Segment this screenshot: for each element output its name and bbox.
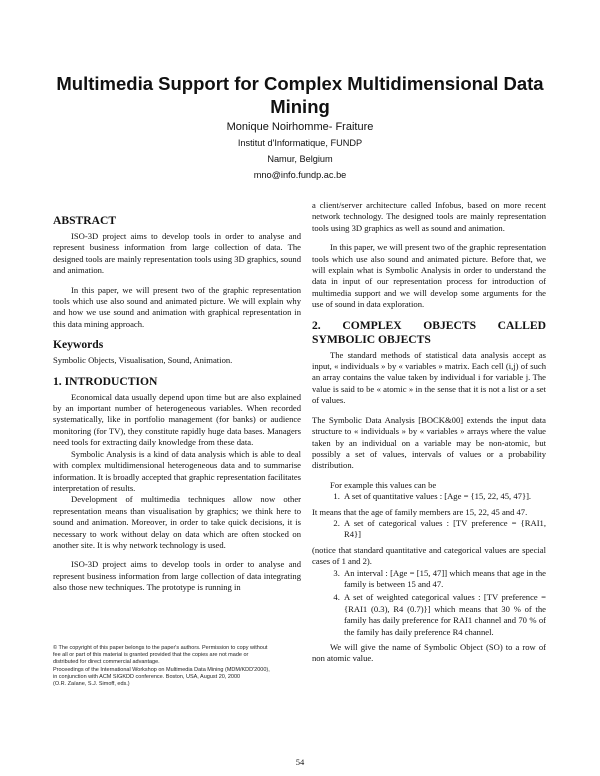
copyright-footnote xyxy=(53,645,301,688)
abstract-paragraph: ISO-3D project aims to develop tools in order to analyse and represent business information from large collection of data. The designed tools are mainly representation tools using 3D graphics, sound and animation. xyxy=(53,231,301,276)
author-email: mno@info.fundp.ac.be xyxy=(253,170,347,180)
footnote-line: © The copyright of this paper belongs to the paper's authors. Permission to copy without xyxy=(53,645,268,651)
body-paragraph: In this paper, we will present two of the graphic representation tools which use also sound and animated picture. Before that, we will explain what is Symbolic Analysis in order to understand the data in input of our representation process for introduction of multimedia support and we will develop some arguments for the use of sound in data exploration. xyxy=(312,242,546,310)
body-paragraph: For example this values can be xyxy=(330,479,437,490)
body-paragraph: We will give the name of Symbolic Object (SO) to a row of non atomic value. xyxy=(312,642,546,664)
list-item: 3. An interval : [Age = [15, 47]] which means that age in the family is between 15 and 47. xyxy=(342,568,546,591)
right-column xyxy=(312,200,546,673)
author-name: Monique Noirhomme- Fraiture xyxy=(226,121,374,133)
keywords-heading: Keywords xyxy=(53,338,104,352)
footnote-line: distributed for direct commercial advantage. xyxy=(53,659,160,666)
author-affiliation: Institut d'Informatique, FUNDP xyxy=(237,138,363,148)
list-item: 1. A set of quantitative values : [Age = {15, 22, 45, 47}]. xyxy=(342,491,546,502)
body-paragraph: Symbolic Analysis is a kind of data analysis which is able to deal with complex multidimensional heterogeneous data and to summarise information. It is broadly accepted that graphic representation facilitates interpretation of results. xyxy=(53,448,301,493)
paper-title: Multimedia Support for Complex Multidimensional Data Mining xyxy=(56,73,544,117)
body-paragraph: Economical data usually depend upon time but are also explained by an important number of heterogeneous variables. When recorded systematically, like in portfolio management (for banks) or audience monitoring (for TV), they constitute rapidly huge data bases. Managers need tools for extracting daily knowledge from these data. xyxy=(53,391,301,448)
body-paragraph: ISO-3D project aims to develop tools in order to analyse and represent business information from large collection of data integrating also those new techniques. The prototype is running in xyxy=(53,559,301,593)
footnote-line: fee all or part of this material is granted provided that the copies are not made or xyxy=(53,652,249,659)
list-note: It means that the age of family members are 15, 22, 45 and 47. xyxy=(312,506,528,517)
footnote-line: (O.R. Zaïane, S.J. Simoff, eds.) xyxy=(53,681,130,688)
example-list xyxy=(312,518,546,541)
section-2-heading: 2. COMPLEX OBJECTS CALLED SYMBOLIC OBJECTS xyxy=(312,318,546,346)
footnote-line: Proceedings of the International Workshop on Multimedia Data Mining (MDM/KDD'2000), xyxy=(53,666,270,673)
list-note: (notice that standard quantitative and categorical values are special cases of 1 and 2). xyxy=(312,544,546,567)
list-item: 4. A set of weighted categorical values : [TV preference = {RAI1 (0.3), R4 (0.7)}] which means that 30 % of the family has daily preference for RAI1 channel and 70 % of the family has daily preference R4 channel. xyxy=(342,592,546,638)
abstract-heading: ABSTRACT xyxy=(53,214,117,227)
list-item: 2. A set of categorical values : [TV preference = {RAI1, R4}] xyxy=(342,518,546,541)
page-number: 54 xyxy=(295,757,305,767)
example-list xyxy=(312,568,546,638)
body-paragraph: The standard methods of statistical data analysis accept as input, « individuals » by « variables » matrix. Each cell (i,j) of such an array contains the value taken by individual i for variable j. The value is said to be « atomic » in the sense that it is not a list or a set of values. xyxy=(312,349,546,406)
footnote-line: in conjunction with ACM SIGKDD conference. Boston, USA, August 20, 2000 xyxy=(53,673,241,680)
body-paragraph: a client/server architecture called Infobus, based on more recent network technology. The designed tools are mainly representation tools using 3D graphics as well as sound and animation. xyxy=(312,200,546,233)
left-column xyxy=(53,208,301,602)
body-paragraph: The Symbolic Data Analysis [BOCK&00] extends the input data structure to « individuals » by « variables » arrays where the value taken by an individual on a variable may be non-atomic, but possibly a set of values, intervals of values or a probability distribution. xyxy=(312,414,546,471)
body-paragraph: Development of multimedia techniques allow now other representation means than visualisation by graphics; we think here to sound and animation. Moreover, in order to take quick decisions, it is necessary to work without delay on data which are often stocked on another site. It is why network technology is used. xyxy=(53,494,301,550)
example-list xyxy=(312,491,546,502)
abstract-paragraph: In this paper, we will present two of the graphic representation tools which use also sound and animated picture. We will explain why and how we use sound and animation with graphical representation in this data mining approach. xyxy=(53,284,301,329)
introduction-heading: 1. INTRODUCTION xyxy=(53,374,158,388)
keywords-text: Symbolic Objects, Visualisation, Sound, Animation. xyxy=(53,355,233,366)
author-block xyxy=(100,120,500,183)
author-location: Namur, Belgium xyxy=(267,154,333,164)
